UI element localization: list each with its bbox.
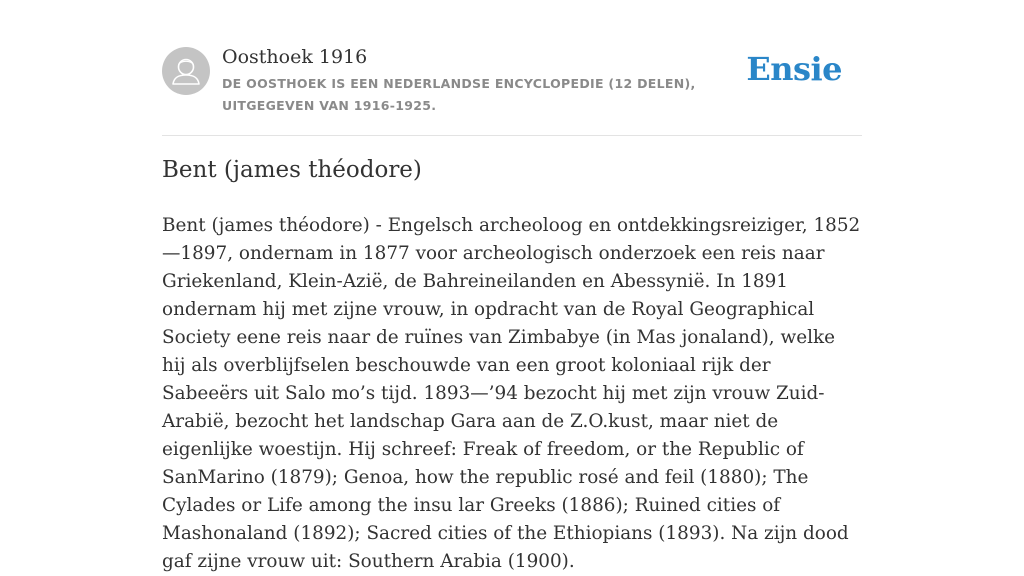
source-description: DE OOSTHOEK IS EEN NEDERLANDSE ENCYCLOPEDIE (12 DELEN), UITGEGEVEN VAN 1916-1925.: [222, 76, 696, 113]
entry-title: Bent (james théodore): [162, 157, 422, 183]
ensie-logo-link[interactable]: Ensie: [746, 50, 842, 88]
source-title[interactable]: Oosthoek 1916: [222, 46, 368, 68]
avatar: [162, 47, 210, 95]
source-header: [162, 0, 862, 136]
user-icon: [162, 47, 210, 95]
entry-body: Bent (james théodore) - Engelsch archeoloog en ontdekkingsreiziger, 1852—1897, ondernam in 1877 voor archeologisch onderzoek een reis naar Griekenland, Klein-Azië, de Bahreineilanden en Abessynië. In 1891 ondernam hij met zijne vrouw, in opdracht van de Royal Geographical Society eene reis naar de ruïnes van Zimbabye (in Mas jonaland), welke hij als overblijfselen beschouwde van een groot koloniaal rijk der Sabeeërs uit Salo mo’s tijd. 1893—’94 bezocht hij met zijn vrouw Zuid-Arabië, bezocht het landschap Gara aan de Z.O.kust, maar niet de eigenlijke woestijn. Hij schreef: Freak of freedom, or the Republic of SanMarino (1879); Genoa, how the republic rosé and feil (1880); The Cylades or Life among the insu lar Greeks (1886); Ruined cities of Mashonaland (1892); Sacred cities of the Ethiopians (1893). Na zijn dood gaf zijne vrouw uit: Southern Arabia (1900).: [162, 215, 861, 572]
page-container: [162, 0, 862, 572]
